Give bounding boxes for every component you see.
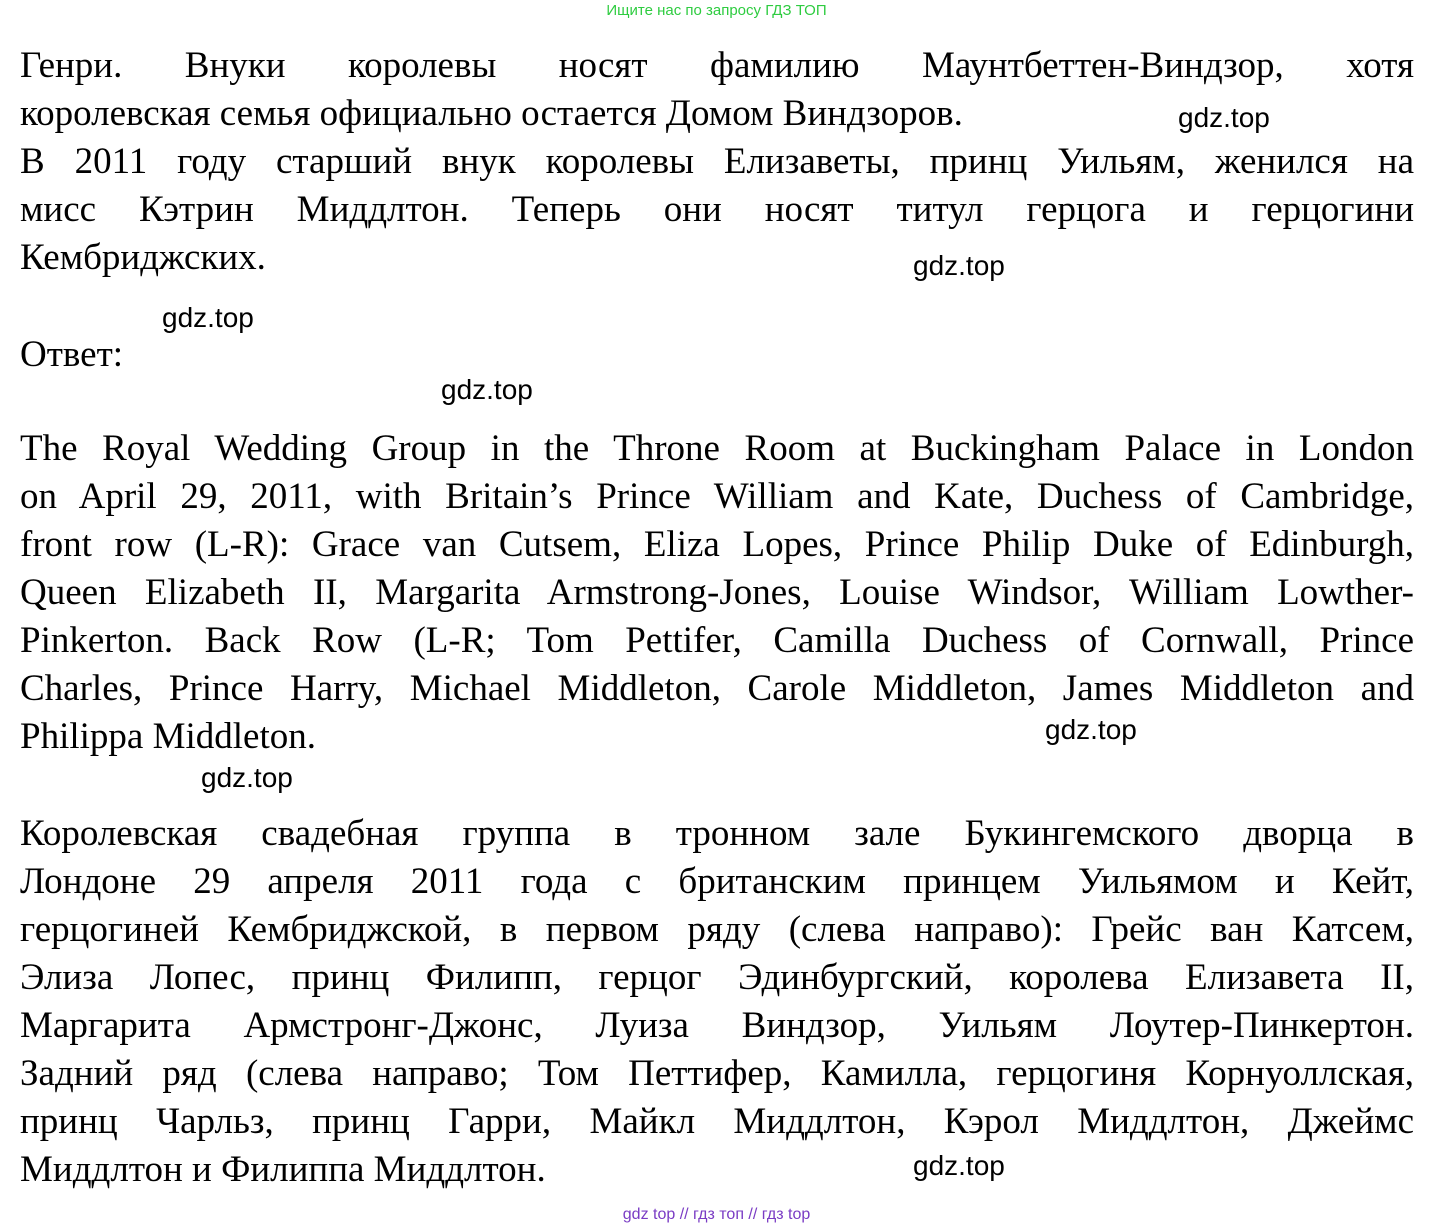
answer-heading: [20, 331, 1414, 379]
english-caption-line: Pinkerton. Back Row (L-R; Tom Pettifer, Camilla Duchess of Cornwall, Prince: [20, 620, 1414, 661]
watermark: gdz.top: [1045, 714, 1137, 745]
russian-caption: [20, 810, 1414, 1194]
paragraph-1-line: Генри. Внуки королевы носят фамилию Маунтбеттен-Виндзор, хотя: [20, 45, 1414, 86]
russian-caption-line: Миддлтон и Филиппа Миддлтон.: [20, 1149, 546, 1190]
paragraph-2-line: В 2011 году старший внук королевы Елизаветы, принц Уильям, женился на: [20, 141, 1414, 182]
paragraph-2-line: Кембриджских.: [20, 237, 266, 278]
russian-caption-line: принц Чарльз, принц Гарри, Майкл Миддлтон, Кэрол Миддлтон, Джеймс: [20, 1101, 1414, 1142]
russian-caption-line: Лондоне 29 апреля 2011 года с британским принцем Уильямом и Кейт,: [20, 861, 1414, 902]
paragraph-2: [20, 138, 1414, 282]
paragraph-1-line: королевская семья официально остается Домом Виндзоров.: [20, 93, 963, 134]
english-caption-line: Queen Elizabeth II, Margarita Armstrong-Jones, Louise Windsor, William Lowther-: [20, 572, 1414, 613]
russian-caption-line: Задний ряд (слева направо; Том Петтифер, Камилла, герцогиня Корнуоллская,: [20, 1053, 1414, 1094]
watermark: gdz.top: [441, 374, 533, 405]
watermark: gdz.top: [162, 302, 254, 333]
russian-caption-line: Элиза Лопес, принц Филипп, герцог Эдинбургский, королева Елизавета II,: [20, 957, 1414, 998]
english-caption: [20, 425, 1414, 761]
english-caption-line: Charles, Prince Harry, Michael Middleton, Carole Middleton, James Middleton and: [20, 668, 1414, 709]
russian-caption-line: Королевская свадебная группа в тронном зале Букингемского дворца в: [20, 813, 1414, 854]
english-caption-line: Philippa Middleton.: [20, 716, 316, 757]
watermark: gdz.top: [1178, 102, 1270, 133]
bottom-banner: gdz top // гдз топ // гдз top: [622, 1206, 811, 1223]
russian-caption-line: Маргарита Армстронг-Джонс, Луиза Виндзор, Уильям Лоутер-Пинкертон.: [20, 1005, 1414, 1046]
english-caption-line: front row (L-R): Grace van Cutsem, Eliza Lopes, Prince Philip Duke of Edinburgh,: [20, 524, 1414, 565]
watermark: gdz.top: [913, 250, 1005, 281]
watermark: gdz.top: [201, 762, 293, 793]
paragraph-2-line: мисс Кэтрин Миддлтон. Теперь они носят титул герцога и герцогини: [20, 189, 1414, 230]
answer-label: Ответ:: [20, 334, 124, 375]
top-banner: Ищите нас по запросу ГДЗ ТОП: [606, 2, 827, 19]
english-caption-line: The Royal Wedding Group in the Throne Room at Buckingham Palace in London: [20, 428, 1414, 469]
russian-caption-line: герцогиней Кембриджской, в первом ряду (слева направо): Грейс ван Катсем,: [20, 909, 1414, 950]
watermark: gdz.top: [913, 1150, 1005, 1181]
english-caption-line: on April 29, 2011, with Britain’s Prince William and Kate, Duchess of Cambridge,: [20, 476, 1414, 517]
